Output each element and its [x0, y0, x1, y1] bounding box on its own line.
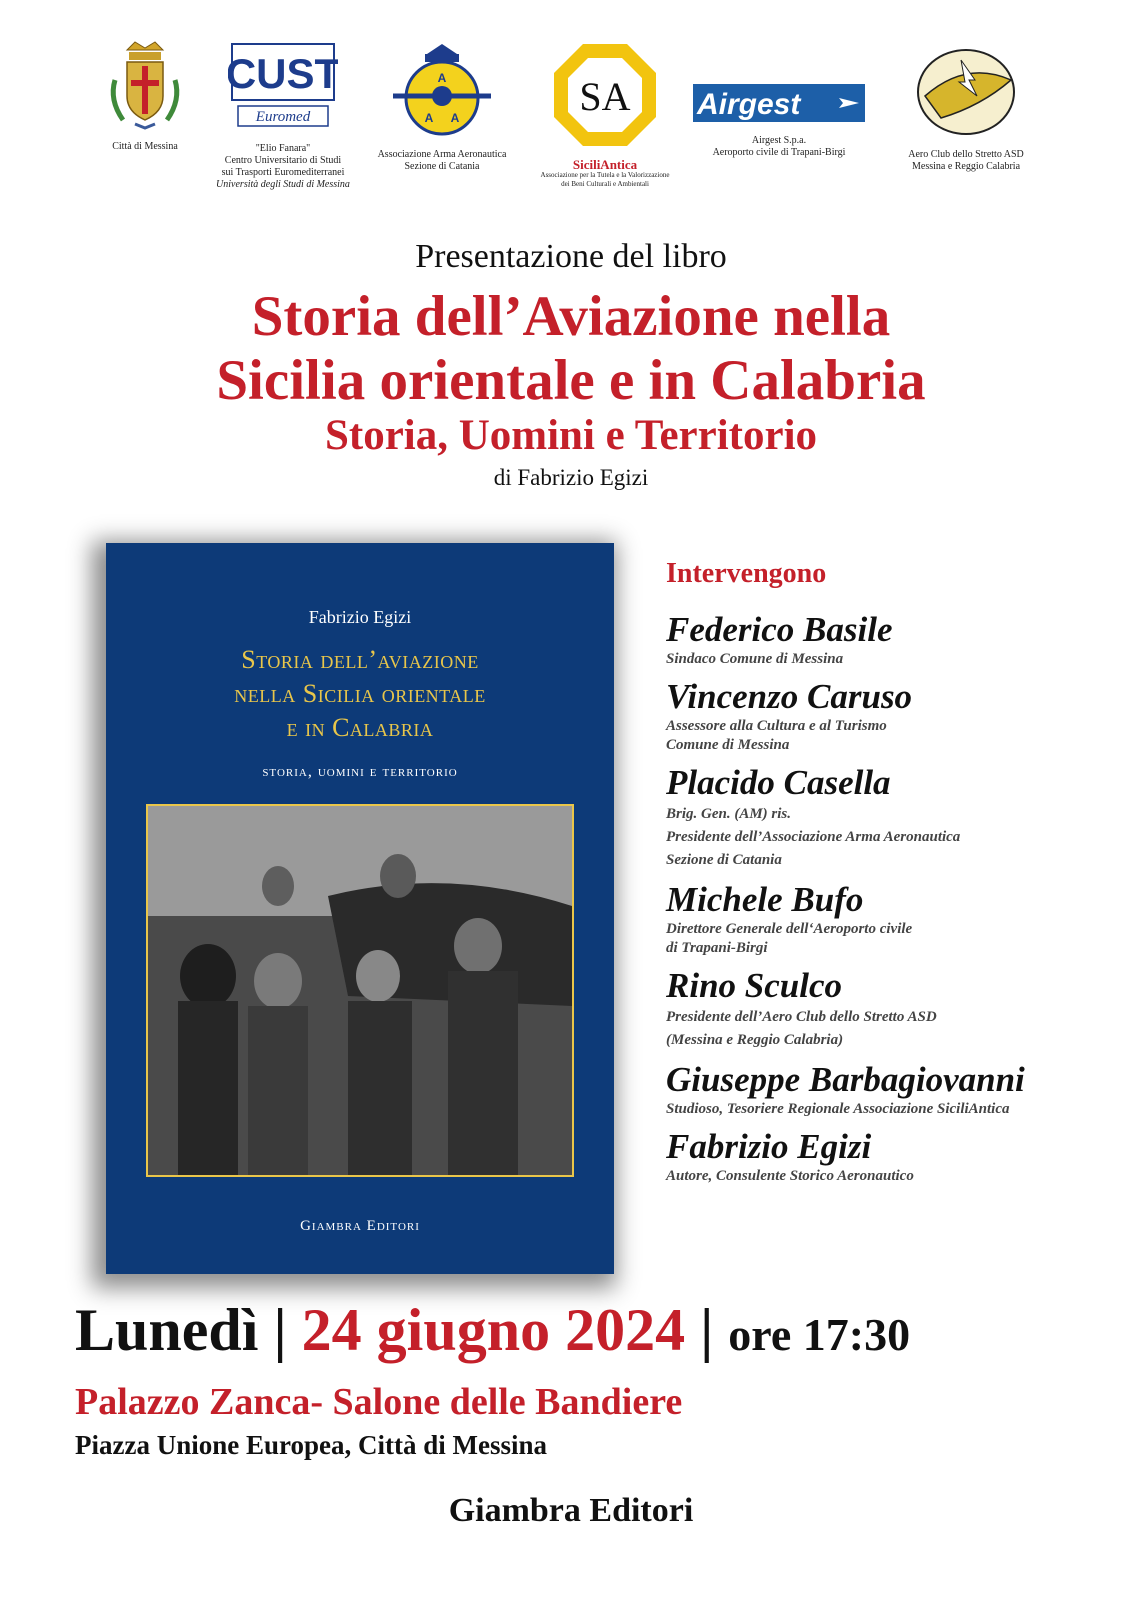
speaker-item [666, 1127, 1126, 1186]
event-address: Piazza Unione Europea, Città di Messina [75, 1430, 547, 1460]
logo-caption: Associazione Arma Aeronautica Sezione di Catania [377, 149, 507, 172]
speaker-role: Comune di Messina [666, 737, 790, 753]
airmen-photo-icon [148, 806, 572, 1175]
publisher-footer: Giambra Editori [448, 1492, 694, 1529]
speaker-role: Studioso, Tesoriere Regionale Associazione SiciliAntica [666, 1101, 1010, 1117]
svg-text:CUST: CUST [228, 50, 338, 97]
airgest-logo [689, 40, 869, 124]
separator: | [700, 1297, 714, 1363]
event-time: ore 17:30 [728, 1309, 911, 1360]
book-title-line1: Storia dell’Aviazione nella [251, 285, 891, 348]
speaker-role: Assessore alla Cultura e al Turismo [666, 718, 887, 734]
svg-text:A: A [424, 111, 434, 125]
aero-club-logo [911, 40, 1021, 138]
logo-caption: "Elio Fanara" Centro Universitario di Studi sui Trasporti Euromediterranei Università degli Studi di Messina [216, 143, 350, 190]
svg-text:A: A [450, 111, 460, 125]
speaker-name: Placido Casella [666, 763, 891, 802]
cover-publisher: Giambra Editori [300, 1218, 420, 1234]
speaker-item [666, 1060, 1126, 1119]
speaker-name: Vincenzo Caruso [666, 677, 913, 716]
event-venue: Palazzo Zanca- Salone delle Bandiere [75, 1381, 683, 1423]
sponsor-logos-row [0, 40, 1142, 230]
book-subtitle: Storia, Uomini e Territorio [324, 412, 818, 459]
coat-of-arms-icon [105, 40, 185, 130]
event-date-line [75, 1296, 910, 1365]
speaker-role: (Messina e Reggio Calabria) [666, 1032, 844, 1048]
logo-airgest [684, 40, 874, 159]
logo-caption: Città di Messina [112, 141, 178, 152]
speaker-name: Rino Sculco [666, 966, 843, 1005]
speaker-name: Federico Basile [666, 610, 893, 649]
speaker-item [666, 763, 1126, 872]
speaker-role: Sindaco Comune di Messina [666, 651, 844, 667]
logo-cust-euromed [213, 40, 353, 191]
speaker-name: Giuseppe Barbagiovanni [666, 1060, 1025, 1099]
speaker-role: Brig. Gen. (AM) ris. [666, 806, 792, 822]
event-date: 24 giugno 2024 [301, 1297, 686, 1363]
speaker-name: Michele Bufo [666, 880, 864, 919]
logo-siciliantica [530, 40, 680, 189]
aviation-association-logo [387, 40, 497, 138]
separator: | [273, 1297, 287, 1363]
cover-subtitle: storia, uomini e territorio [262, 763, 458, 780]
presentation-label: Presentazione del libro [415, 238, 727, 275]
cover-title: Storia dell’aviazione nella Sicilia orientale e in Calabria [234, 645, 486, 742]
speaker-role: di Trapani-Birgi [666, 940, 768, 956]
book-author: di Fabrizio Egizi [493, 465, 649, 490]
speaker-item [666, 880, 1126, 958]
logo-caption: Airgest S.p.a. Aeroporto civile di Trapani-Birgi [712, 135, 846, 158]
logo-citta-messina [95, 40, 195, 153]
speaker-name: Fabrizio Egizi [666, 1127, 872, 1166]
event-day: Lunedì [75, 1297, 259, 1363]
logo-aero-club [896, 40, 1036, 173]
logo-caption: Aero Club dello Stretto ASD Messina e Reggio Calabria [908, 149, 1024, 172]
book-cover [106, 543, 614, 1274]
speaker-item [666, 966, 1126, 1052]
siciliantica-logo [550, 40, 660, 152]
book-title-line2: Sicilia orientale e in Calabria [216, 349, 926, 412]
cover-author: Fabrizio Egizi [308, 607, 412, 627]
speaker-role: Presidente dell’Aero Club dello Stretto ASD [666, 1009, 937, 1025]
logo-arma-aeronautica [372, 40, 512, 173]
speaker-role: Sezione di Catania [666, 852, 782, 868]
speakers-list [666, 558, 1126, 1194]
logo-caption: SiciliAntica Associazione per la Tutela e la Valorizzazione dei Beni Culturali e Ambientali [540, 157, 670, 188]
speaker-role: Presidente dell’Associazione Arma Aeronautica [666, 829, 961, 845]
svg-text:A: A [437, 71, 447, 85]
cover-photo [146, 804, 574, 1177]
svg-text:Euromed: Euromed [255, 109, 311, 125]
speaker-item [666, 610, 1126, 669]
speaker-role: Autore, Consulente Storico Aeronautico [666, 1168, 914, 1184]
svg-text:SA: SA [579, 74, 631, 119]
speakers-heading: Intervengono [666, 558, 827, 589]
speaker-item [666, 677, 1126, 755]
speaker-role: Direttore Generale dell‘Aeroporto civile [666, 921, 913, 937]
svg-text:Airgest: Airgest [697, 88, 801, 121]
cust-euromed-logo [228, 40, 338, 132]
